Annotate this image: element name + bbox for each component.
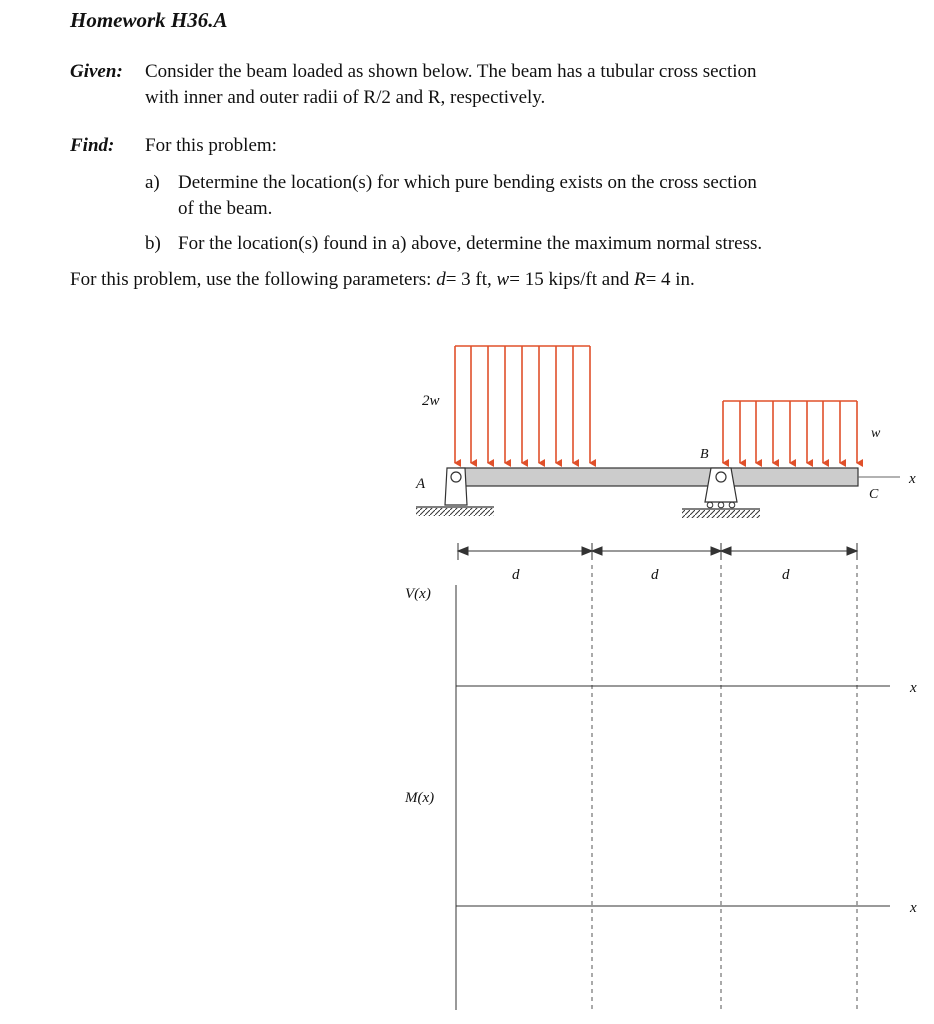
distributed-load-w xyxy=(723,401,857,463)
given-line-2: with inner and outer radii of R/2 and R, respectively. xyxy=(145,87,546,108)
param-w-value: = 15 kips/ft and xyxy=(509,269,630,290)
dimension-d-2: d xyxy=(651,567,659,583)
part-a-line-1: Determine the location(s) for which pure bending exists on the cross section xyxy=(178,172,757,193)
param-R-value: = 4 in. xyxy=(645,269,695,290)
params-prefix: For this problem, use the following parameters: xyxy=(70,269,432,290)
dimension-lines xyxy=(458,543,857,560)
distributed-load-2w xyxy=(455,346,590,463)
load-2w-label: 2w xyxy=(422,393,440,409)
point-a-label: A xyxy=(416,476,426,492)
moment-axis-x-label: x xyxy=(910,900,917,916)
find-section: Find: xyxy=(70,135,115,156)
beam xyxy=(458,468,858,486)
part-b-line-1: For the location(s) found in a) above, determine the maximum normal stress. xyxy=(178,233,763,254)
load-w-label: w xyxy=(871,426,881,441)
param-d-var: d xyxy=(436,269,446,290)
part-b-marker: b) xyxy=(145,233,161,254)
moment-diagram-label: M(x) xyxy=(405,790,435,806)
param-d-value: = 3 ft, xyxy=(445,269,492,290)
homework-title: Homework H36.A xyxy=(70,8,228,32)
dashed-guides xyxy=(592,565,857,1010)
param-R-var: R xyxy=(633,269,646,290)
shear-axis-x-label: x xyxy=(910,680,917,696)
given-section: Given: xyxy=(70,61,123,82)
dimension-d-3: d xyxy=(782,567,790,583)
shear-diagram-label: V(x) xyxy=(405,586,431,602)
point-b-label: B xyxy=(700,447,709,462)
beam-axis-x-label: x xyxy=(909,471,916,487)
find-intro: For this problem: xyxy=(145,135,277,156)
part-a-line-2: of the beam. xyxy=(178,198,273,219)
dimension-d-1: d xyxy=(512,567,520,583)
point-c-label: C xyxy=(869,487,879,502)
given-line-1: Consider the beam loaded as shown below. The beam has a tubular cross section xyxy=(145,61,757,82)
part-a-marker: a) xyxy=(145,172,160,193)
find-label: Find xyxy=(70,135,109,156)
param-w-var: w xyxy=(496,269,510,290)
given-label: Given xyxy=(70,61,117,82)
